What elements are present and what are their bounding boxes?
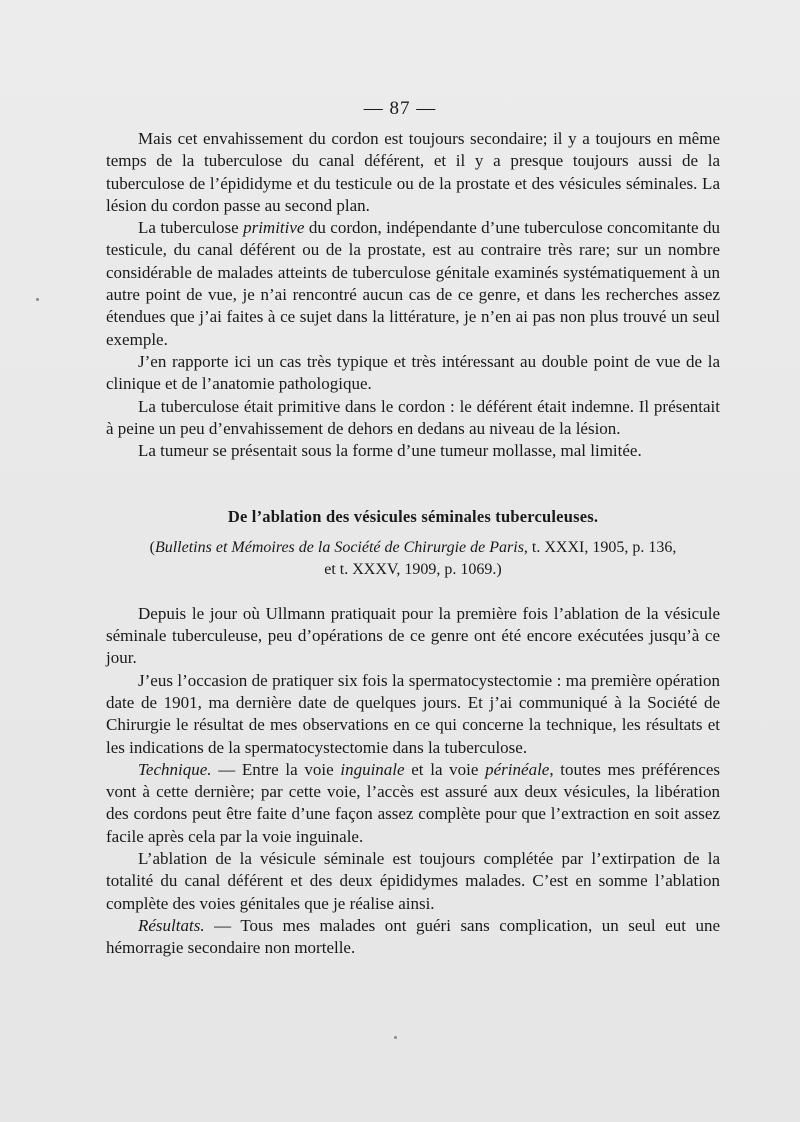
scan-speck	[36, 298, 39, 301]
paragraph	[106, 440, 720, 462]
bibliographic-reference	[106, 537, 720, 581]
text-run: , toutes mes préférences vont à cette dernière; par cette voie, l’accès est assuré aux deux vésicules, la libération des cordons peut être faite d’une façon assez complète pour que l’extraction en soit assez facile après cela par la voie inguinale.	[106, 759, 720, 846]
text-run: La tumeur se présentait sous la forme d’une tumeur mollasse, mal limitée.	[138, 441, 642, 461]
paragraph	[106, 351, 720, 396]
text-run: — Tous mes malades ont guéri sans complication, un seul eut une hémorragie secondaire non mortelle.	[106, 915, 720, 958]
italic-text: primitive	[243, 218, 305, 238]
italic-text: inguinale	[340, 759, 405, 779]
paragraph	[106, 670, 720, 759]
text-run: Depuis le jour où Ullmann pratiquait pour la première fois l’ablation de la vésicule séminale tuberculeuse, peu d’opérations de ce genre ont été encore exécutées jusqu’à ce jour.	[106, 603, 720, 668]
paragraph	[106, 396, 720, 441]
text-run: La tuberculose était primitive dans le cordon : le déférent était indemne. Il présentait à peine un peu d’envahissement de dehors en dedans au niveau de la lésion.	[106, 396, 720, 438]
italic-text: Technique.	[138, 759, 212, 779]
paragraph	[106, 915, 720, 960]
italic-text: périnéale	[485, 759, 550, 779]
paragraph	[106, 603, 720, 670]
text-run: Mais cet envahissement du cordon est toujours secondaire; il y a toujours en même temps de la tuberculose du canal déférent, et il y a presque toujours aussi de la tuberculose de l’épididyme et du testicule ou de la prostate et des vésicules séminales. La lésion du cordon passe au second plan.	[106, 129, 720, 215]
section-title: De l’ablation des vésicules séminales tuberculeuses.	[227, 507, 599, 527]
section-cordon	[106, 128, 720, 462]
reference-journal: Bulletins et Mémoires de la Société de Chirurgie de Paris	[154, 538, 524, 556]
text-run: La tuberculose	[138, 218, 244, 238]
page-number: — 87 —	[363, 98, 437, 119]
section-vesicules	[106, 506, 720, 959]
paragraph	[106, 759, 720, 848]
scan-speck	[394, 1036, 397, 1039]
text-run: L’ablation de la vésicule séminale est toujours complétée par l’extirpation de la totalité du canal déférent et des deux épididymes malades. C’est en somme l’ablation complète des voies génitales que je réalise ainsi.	[106, 849, 720, 913]
reference-volume-2: et t. XXXV, 1909, p. 1069.)	[324, 560, 502, 578]
italic-text: Résultats.	[138, 915, 205, 935]
reference-volume-1: , t. XXXI, 1905, p. 136,	[523, 538, 677, 556]
text-run: J’eus l’occasion de pratiquer six fois la spermatocystectomie : ma première opération date de 1901, ma dernière date de quelques jours. Et j’ai communiqué à la Société de Chirurgie le résultat de mes observations en ce qui concerne la technique, les résultats et les indications de la spermatocystectomie dans la tuberculose.	[106, 670, 720, 757]
text-body	[106, 128, 720, 960]
paragraph	[106, 848, 720, 915]
paragraph	[106, 128, 720, 217]
text-run: — Entre la voie	[211, 759, 341, 779]
text-run: J’en rapporte ici un cas très typique et très intéressant au double point de vue de la clinique et de l’anatomie pathologique.	[106, 351, 720, 394]
section-vesicules-body	[106, 603, 720, 960]
text-run: du cordon, indépendante d’une tuberculose concomitante du testicule, du canal déférent ou de la prostate, est au contraire très rare; sur un nombre considérable de malades atteints de tuberculose génitale examinés systématiquement à un autre point de vue, je n’ai rencontré aucun cas de ce genre, et dans les recherches assez étendues que j’ai faites à ce sujet dans la littérature, je n’en ai pas non plus trouvé un seul exemple.	[106, 218, 720, 349]
text-run: et la voie	[404, 759, 486, 779]
paragraph	[106, 217, 720, 351]
reference-open: (	[149, 538, 155, 556]
